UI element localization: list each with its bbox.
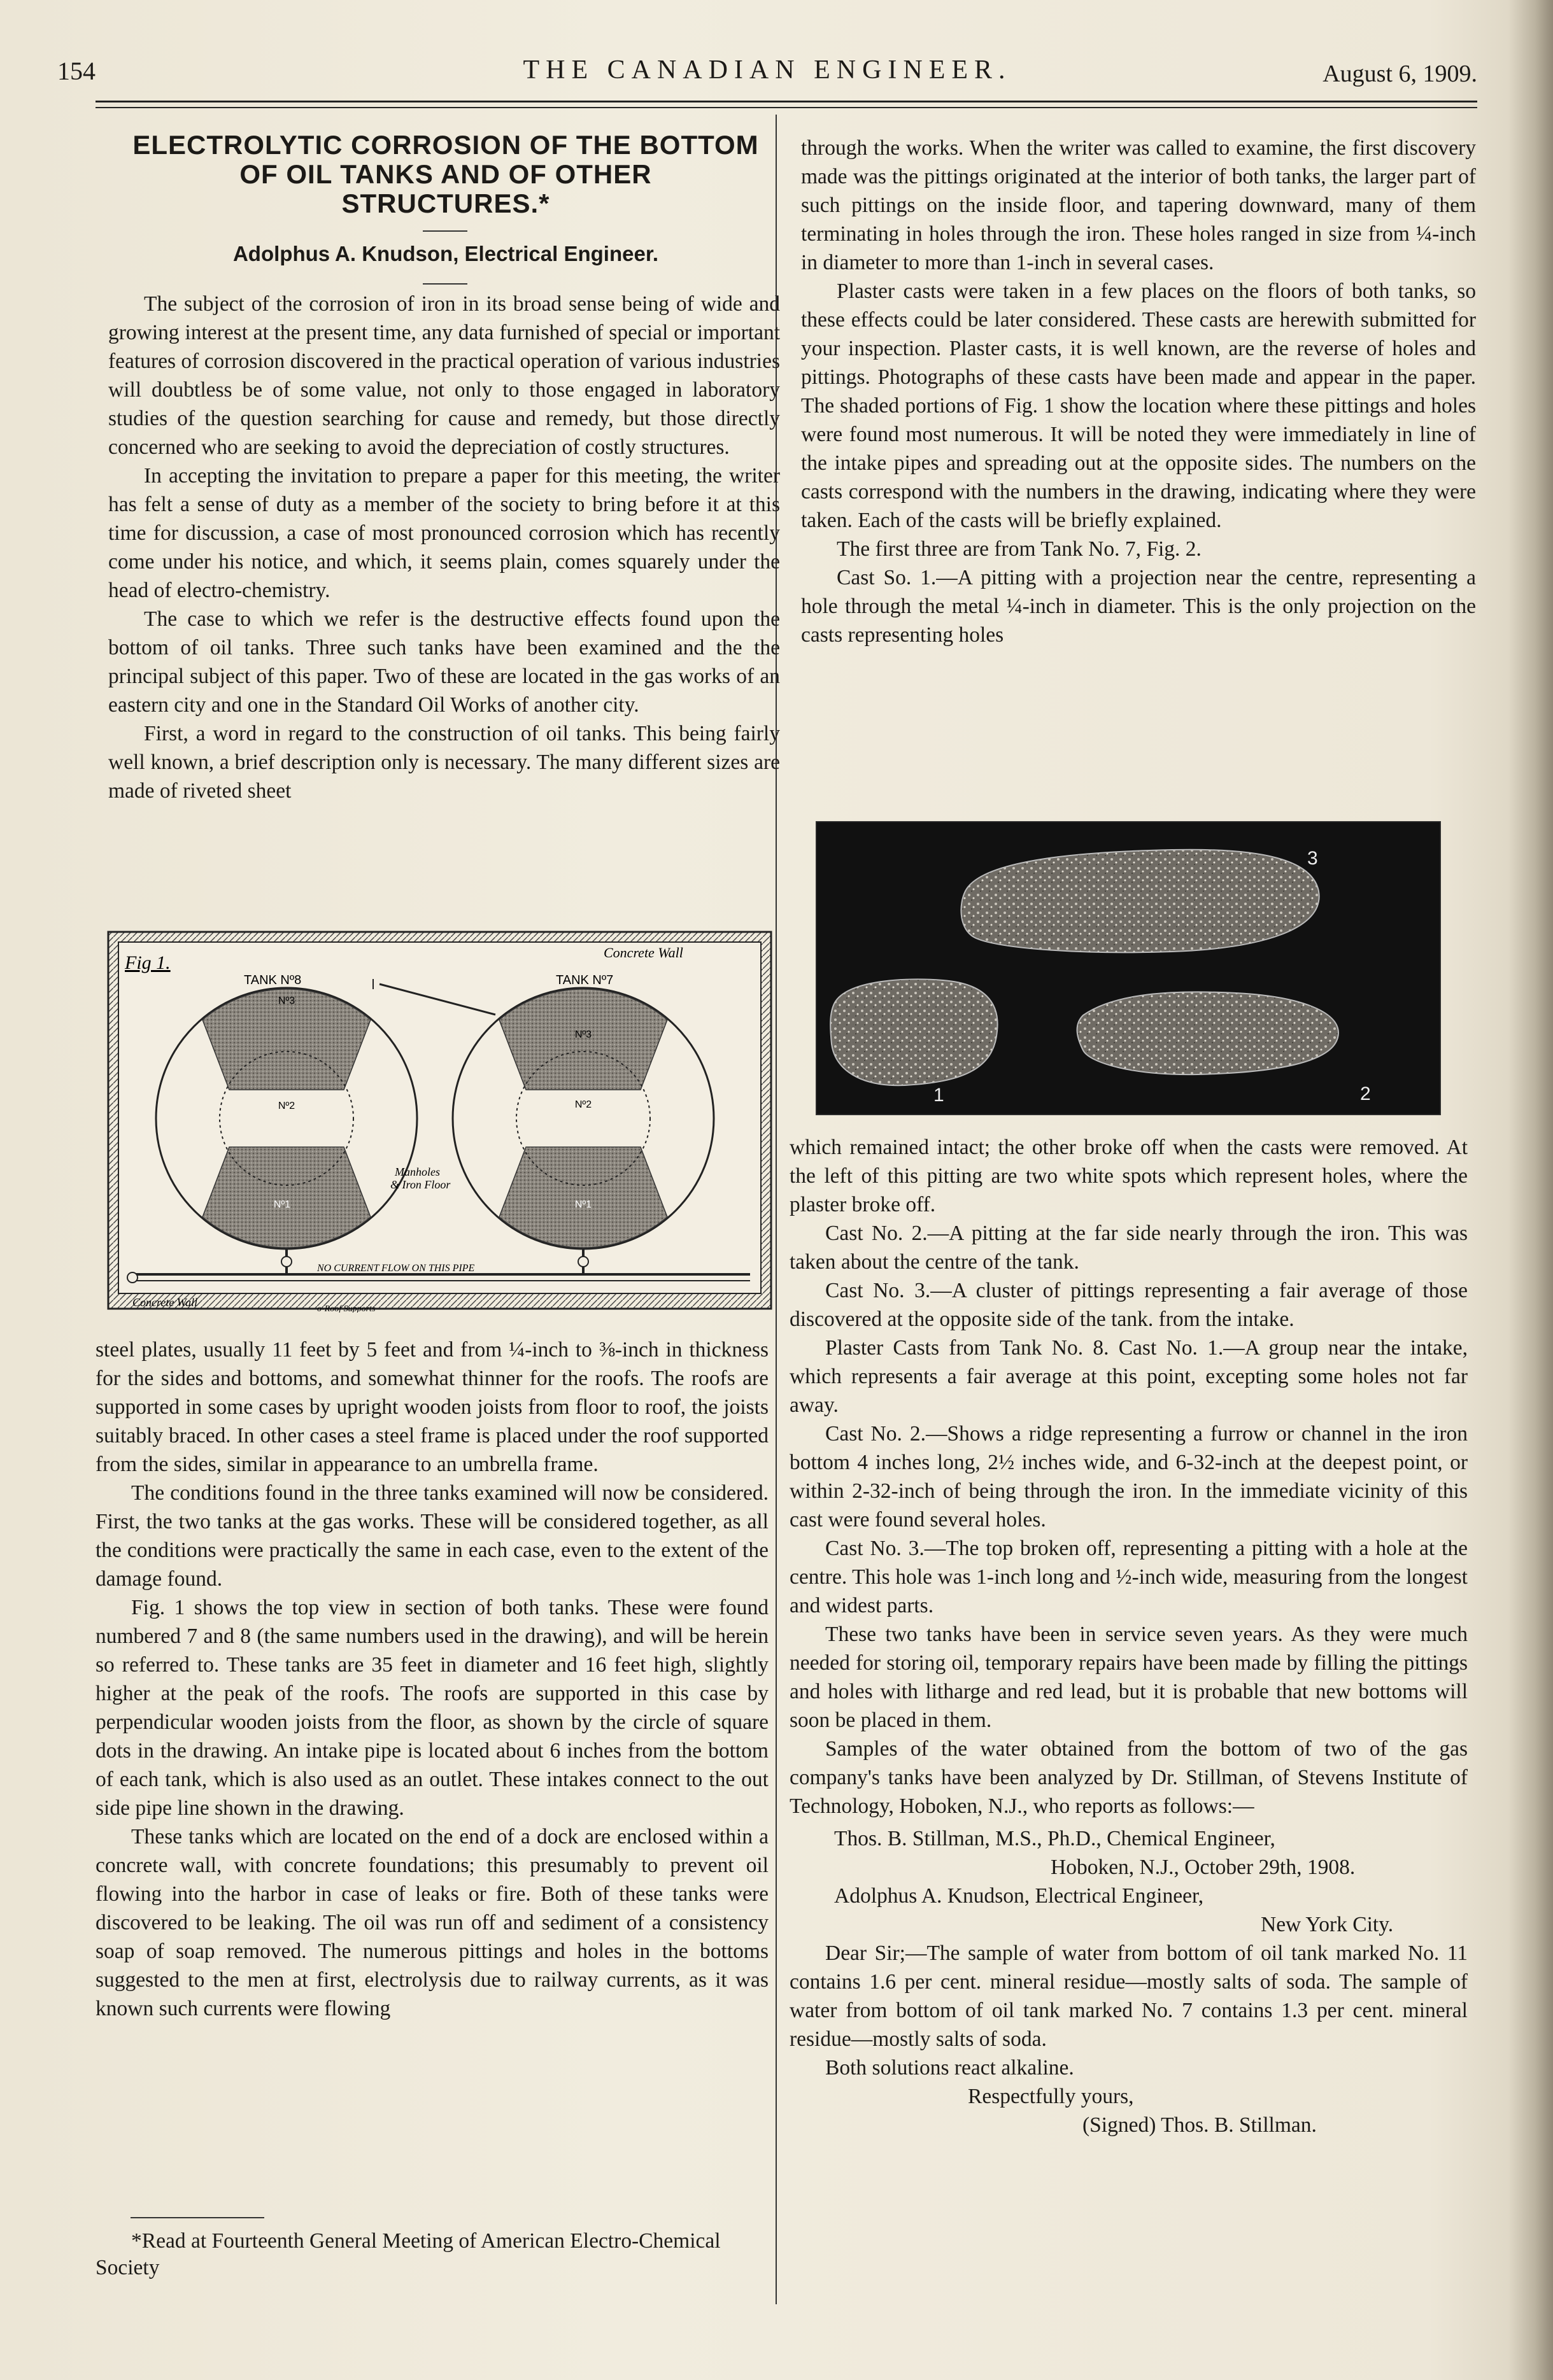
footnote-text: *Read at Fourteenth General Meeting of American Electro-Chemical Society bbox=[96, 2229, 721, 2279]
tank-7-shaded-bottom bbox=[499, 1147, 667, 1248]
cast-3 bbox=[961, 850, 1319, 953]
footnote-rule bbox=[131, 2217, 264, 2218]
paragraph: The subject of the corrosion of iron in its broad sense being of wide and growing interest at the present time, any data furnished of special or important features of corrosion discovered in the practical operation of various industries will doubtless be of some value, not only to those engaged in laboratory studies of the question searching for cause and remedy, but those directly concerned who are seeking to avoid the depreciation of costly structures. bbox=[108, 292, 780, 459]
letter-body: Dear Sir;—The sample of water from bottom of oil tank marked No. 11 contains 1.6 per cent. mineral residue—mostly salts of soda. The sample of water from bottom of oil tank marked No. 7 contains 1.3 per cent. mineral residue—mostly salts of soda. bbox=[790, 1941, 1468, 2051]
paragraph: These tanks which are located on the end of a dock are enclosed within a concrete wall, with concrete foundations; this presumably to prevent oil flowing into the harbor in case of leaks or fire. Both of these tanks were discovered to be leaking. The oil was run off and sediment of a consistency soap of soap removed. The numerous pittings and holes in the bottoms suggested to the men at first, electrolysis due to railway currents, as it was known such currents were flowing bbox=[96, 1825, 769, 2020]
header-rule-secondary bbox=[96, 107, 1477, 108]
paragraph: Cast No. 2.—Shows a ridge representing a furrow or channel in the iron bottom 4 inches long, 2½ inches wide, and 6-32-inch at the deepest point, or within 2-32-inch of being through the iron. In the immediate vicinity of this cast were found several holes. bbox=[790, 1422, 1468, 1532]
article-title-line-2: OF OIL TANKS AND OF OTHER bbox=[239, 159, 652, 189]
tank-7-cast-3: Nº3 bbox=[574, 1029, 592, 1040]
letter-to-city: New York City. bbox=[1261, 1913, 1394, 1936]
letter-from: Thos. B. Stillman, M.S., Ph.D., Chemical Engineer, bbox=[834, 1827, 1275, 1850]
article-title-line-1: ELECTROLYTIC CORROSION OF THE BOTTOM bbox=[132, 130, 759, 160]
page-spine-shadow bbox=[1508, 0, 1553, 2380]
footnote bbox=[96, 2228, 770, 2281]
letter-to: Adolphus A. Knudson, Electrical Engineer, bbox=[834, 1884, 1204, 1908]
figure-1-tank-diagram bbox=[107, 931, 772, 1313]
article-title-line-3: STRUCTURES.* bbox=[341, 188, 550, 218]
letter bbox=[790, 1824, 1468, 2139]
tank-7-label: TANK Nº7 bbox=[556, 973, 614, 987]
concrete-wall-top-label: Concrete Wall bbox=[604, 945, 683, 961]
paragraph: Cast So. 1.—A pitting with a projection near the centre, representing a hole through the metal ¼-inch in diameter. This is the only projection on the casts representing holes bbox=[801, 566, 1476, 647]
tank-8-shaded-bottom bbox=[202, 1147, 371, 1248]
issue-date: August 6, 1909. bbox=[1323, 60, 1477, 87]
letter-place-date: Hoboken, N.J., October 29th, 1908. bbox=[1051, 1855, 1356, 1879]
fig-label: Fig 1. bbox=[125, 952, 171, 973]
left-column-bottom bbox=[96, 1335, 769, 2023]
paragraph: steel plates, usually 11 feet by 5 feet and from ¼-inch to ⅜-inch in thickness for the sides and bottoms, and somewhat thinner for the roofs. The roofs are supported in some cases by upright wooden joists from floor to roof, the joists suitably braced. In other cases a steel frame is placed under the roof supported from the sides, similar in appearance to an umbrella frame. bbox=[96, 1338, 769, 1476]
plaster-casts-photo bbox=[816, 821, 1441, 1115]
letter-closing: Respectfully yours, bbox=[968, 2085, 1134, 2108]
photo-label-1: 1 bbox=[933, 1085, 944, 1106]
tank-8-label: TANK Nº8 bbox=[244, 973, 302, 987]
page-number: 154 bbox=[57, 57, 96, 85]
paragraph: The first three are from Tank No. 7, Fig. 2. bbox=[837, 537, 1202, 561]
paragraph: The case to which we refer is the destructive effects found upon the bottom of oil tanks. Three such tanks have been examined and the the principal subject of this paper. Two of these are located in the gas works of an eastern city and one in the Standard Oil Works of another city. bbox=[108, 607, 780, 717]
concrete-wall-bottom-label: Concrete Wall bbox=[132, 1296, 198, 1309]
cast-2 bbox=[1077, 992, 1338, 1074]
paragraph: Plaster Casts from Tank No. 8. Cast No. 1.—A group near the intake, which represents a fair average at this point, excepting some holes not far away. bbox=[790, 1336, 1468, 1417]
paragraph: through the works. When the writer was called to examine, the first discovery made was the pittings originated at the interior of both tanks, the larger part of such pittings on the inside floor, and tapering downward, many of them terminating in holes through the iron. These holes ranged in size from ¼-inch in diameter to more than 1-inch in several cases. bbox=[801, 136, 1476, 274]
roof-supports-label: o-Roof Supports bbox=[317, 1304, 376, 1313]
paragraph: In accepting the invitation to prepare a paper for this meeting, the writer has felt a sense of duty as a member of the society to bring before it at this time for discussion, a case of most pronounced corrosion which has recently come under his notice, and which, it seems plain, comes squarely under the head of electro-chemistry. bbox=[108, 464, 780, 602]
paragraph: Cast No. 3.—The top broken off, representing a pitting with a hole at the centre. This hole was 1-inch long and ½-inch wide, measuring from the longest and widest parts. bbox=[790, 1537, 1468, 1617]
page-header bbox=[57, 51, 1477, 95]
tank-8-cast-2: Nº2 bbox=[278, 1101, 295, 1111]
tank-8-cast-1: Nº1 bbox=[273, 1199, 291, 1210]
tank-8-cast-3: Nº3 bbox=[278, 996, 295, 1006]
manholes-label: Manholes bbox=[395, 1165, 440, 1178]
paragraph: Plaster casts were taken in a few places on the floors of both tanks, so these effects could be later considered. These casts are herewith submitted for your inspection. Plaster casts, it is well known, are the reverse of holes and pittings. Photographs of these casts have been made and appear in the paper. The shaded portions of Fig. 1 show the location where these pittings and holes were found most numerous. It will be noted they were immediately in line of the intake pipes and spreading out at the opposite sides. The numbers on the casts correspond with the numbers in the drawing, indicating where they were taken. Each of the casts will be briefly explained. bbox=[801, 279, 1476, 532]
tank-8 bbox=[156, 988, 417, 1249]
right-column-bottom bbox=[790, 1133, 1468, 2139]
tank-7-cast-2: Nº2 bbox=[574, 1099, 592, 1110]
paragraph: which remained intact; the other broke off when the casts were removed. At the left of this pitting are two white spots which represent holes, where the plaster broke off. bbox=[790, 1136, 1468, 1216]
paragraph: Cast No. 3.—A cluster of pittings representing a fair average of those discovered at the opposite side of the tank. from the intake. bbox=[790, 1279, 1468, 1331]
photo-label-2: 2 bbox=[1360, 1083, 1371, 1104]
title-rule bbox=[423, 230, 467, 232]
paragraph: Fig. 1 shows the top view in section of both tanks. These were found numbered 7 and 8 (the same numbers used in the drawing), and will be herein so referred to. These tanks are 35 feet in diameter and 16 feet high, slightly higher at the peak of the roofs. The roofs are supported in this case by perpendicular wooden joists from the floor, as shown by the circle of square dots in the drawing. An intake pipe is located about 6 inches from the bottom of each tank, which is also used as an outlet. These intakes connect to the out side pipe line shown in the drawing. bbox=[96, 1596, 769, 1820]
paragraph: Cast No. 2.—A pitting at the far side nearly through the iron. This was taken about the centre of the tank. bbox=[790, 1222, 1468, 1274]
paragraph: First, a word in regard to the construction of oil tanks. This being fairly well known, a brief description only is necessary. The many different sizes are made of riveted sheet bbox=[108, 722, 780, 803]
tank-7-cast-1: Nº1 bbox=[574, 1199, 592, 1210]
left-column-top bbox=[108, 290, 780, 805]
article-author: Adolphus A. Knudson, Electrical Engineer. bbox=[232, 242, 659, 265]
header-rule bbox=[96, 101, 1477, 102]
cast-1 bbox=[830, 979, 997, 1085]
iron-floor-label: & Iron Floor bbox=[390, 1178, 451, 1191]
photo-label-3: 3 bbox=[1307, 848, 1318, 869]
article-title bbox=[108, 130, 783, 218]
paragraph: The conditions found in the three tanks examined will now be considered. First, the two tanks at the gas works. These will be considered together, as all the conditions were practically the same in each case, even to the extent of the damage found. bbox=[96, 1481, 769, 1591]
paragraph: These two tanks have been in service seven years. As they were much needed for storing oil, temporary repairs have been made by filling the pittings and holes with litharge and red lead, but it is probable that new bottoms will soon be placed in them. bbox=[790, 1623, 1468, 1732]
letter-body-2: Both solutions react alkaline. bbox=[825, 2056, 1074, 2080]
author-rule bbox=[423, 283, 467, 285]
journal-title: THE CANADIAN ENGINEER. bbox=[523, 55, 1012, 85]
right-column-top bbox=[801, 134, 1476, 649]
letter-signature: (Signed) Thos. B. Stillman. bbox=[1082, 2113, 1317, 2137]
no-current-label: NO CURRENT FLOW ON THIS PIPE bbox=[317, 1263, 475, 1274]
paragraph: Samples of the water obtained from the bottom of two of the gas company's tanks have been analyzed by Dr. Stillman, of Stevens Institute of Technology, Hoboken, N.J., who reports as follows:— bbox=[790, 1737, 1468, 1818]
tank-7 bbox=[453, 988, 714, 1249]
